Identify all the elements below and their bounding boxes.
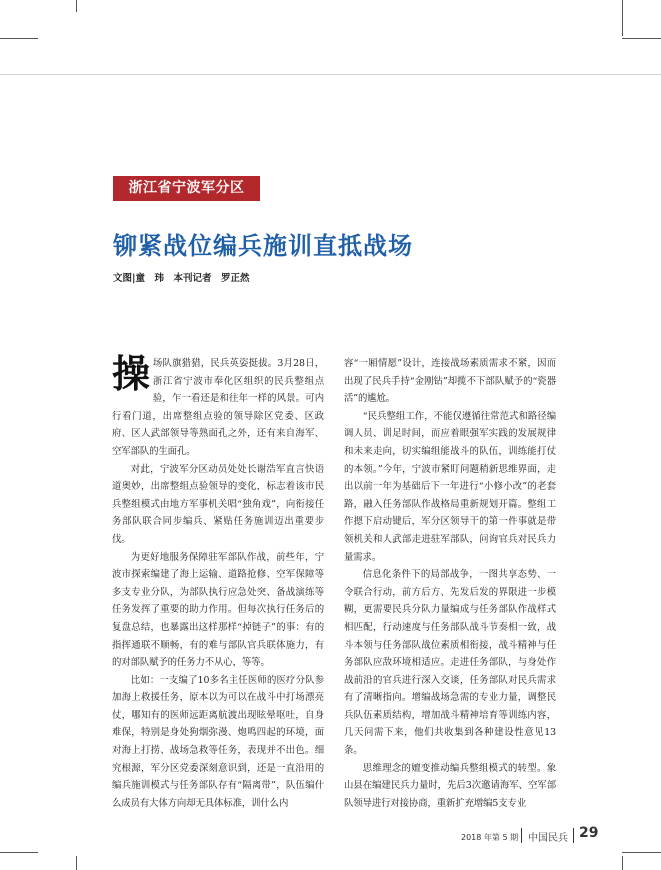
paragraph: “民兵整组工作，不能仅遵循往常范式和路径编调人员、训足时间，而应着眼强军实践的发展规律和未来走向，切实编组能战斗的队伍，训练能打仗的本领。”今年，宁波市紧盯问题稍新思维界面，走出以前一年为基础后下一年进行“小修小改”的老套路，融入任务部队作战格局重新规划开篇。整组工作摁下启动键后，军分区领导干的第一件事就是带领机关和人武部走进驻军部队，问询官兵对民兵力量需求。 bbox=[344, 410, 556, 563]
crop-mark bbox=[622, 38, 661, 39]
footer-issue: 2018 年第 5 期 bbox=[461, 833, 519, 842]
paragraph: 操场队旗猎猎，民兵英姿挺拔。3月28日，浙江省宁波市奉化区组织的民兵整组点验，乍一看还是和往年一样的风景。可内行看门道，出席整组点验的领导除区党委、区政府、区人武部领导等熟面孔之外，还有来自海军、空军部队的生面孔。 bbox=[112, 351, 324, 457]
footer-divider bbox=[573, 828, 574, 843]
paragraph: 为更好地服务保障驻军部队作战，前些年，宁波市探索编建了海上运输、道路抢修、空军保障等多支专业分队，为部队执行应急处突、备战演练等任务发挥了重要的助力作用。但每次执行任务后的复盘总结，也暴露出这样那样“掉链子”的事：有的指挥通联不顺畅，有的难与部队官兵联体施力，有的对部队赋予的任务力不从心，等等。 bbox=[112, 551, 324, 669]
section-badge: 浙江省宁波军分区 bbox=[113, 176, 260, 201]
article-title: 铆紧战位编兵施训直抵战场 bbox=[113, 232, 413, 260]
left-column bbox=[112, 351, 324, 812]
drop-cap: 操 bbox=[112, 351, 150, 396]
header-rule bbox=[0, 74, 661, 75]
footer-divider bbox=[521, 828, 522, 843]
page-number: 29 bbox=[579, 825, 599, 841]
crop-mark bbox=[622, 856, 623, 870]
paragraph: 思维理念的嬗变推动编兵整组模式的转型。象山县在编建民兵力量时，先后3次邀请海军、空军部队领导进行对接协商，重新扩充增编5支专业 bbox=[344, 762, 556, 809]
crop-mark bbox=[0, 38, 38, 39]
crop-mark bbox=[622, 0, 623, 36]
right-column bbox=[344, 355, 556, 812]
paragraph: 比如：一支编了10多名主任医师的医疗分队参加海上救援任务，原本以为可以在战斗中打场漂亮仗，哪知有的医师远距离航渡出现眩晕呕吐，自身难保，特别是身处狗烟弥漫、炮鸣四起的环境，面对海上打捞、战场急救等任务，表现并不出色。细究根源，军分区党委深刻意识到，还是一直沿用的编兵施训模式与任务部队存有“隔离带”，队伍编什么成员有大体方向却无具体标准，训什么内 bbox=[112, 674, 324, 809]
crop-mark bbox=[0, 852, 38, 853]
crop-mark bbox=[76, 0, 77, 12]
crop-mark bbox=[76, 856, 77, 870]
paragraph: 对此，宁波军分区动员处处长谢浩军直言快语道奥妙，出席整组点验领导的变化，标志着该市民兵整组模式由地方军事机关唱“独角戏”，向衔接任务部队联合同步编兵、紧贴任务施训迈出重要步伐。 bbox=[112, 463, 324, 545]
footer-magazine-name: 中国民兵 bbox=[528, 833, 568, 844]
byline: 文图|童 玮 本刊记者 罗正然 bbox=[113, 273, 250, 284]
paragraph: 信息化条件下的局部战争，一图共享态势、一令联合行动，前方后方、先发后发的界限进一步模糊，更需要民兵分队力量编成与任务部队作战样式相匹配，行动速度与任务部队战斗节奏相一致，战斗本领与任务部队战位素质相衔接，战斗精神与任务部队应敌环境相适应。走进任务部队，与身处作战前沿的官兵进行深入交谈，任务部队对民兵需求有了清晰指向。增编战场急需的专业力量，调整民兵队伍素质结构，增加战斗精神培育等训练内容，几天问需下来，他们共收集到各种建设性意见13条。 bbox=[344, 569, 556, 757]
crop-mark bbox=[622, 852, 661, 853]
paragraph: 容“一厢情愿”设计，连接战场素质需求不紧，因而出现了民兵手持“金刚钻”却揽不下部队赋予的“瓷器活”的尴尬。 bbox=[344, 358, 556, 405]
